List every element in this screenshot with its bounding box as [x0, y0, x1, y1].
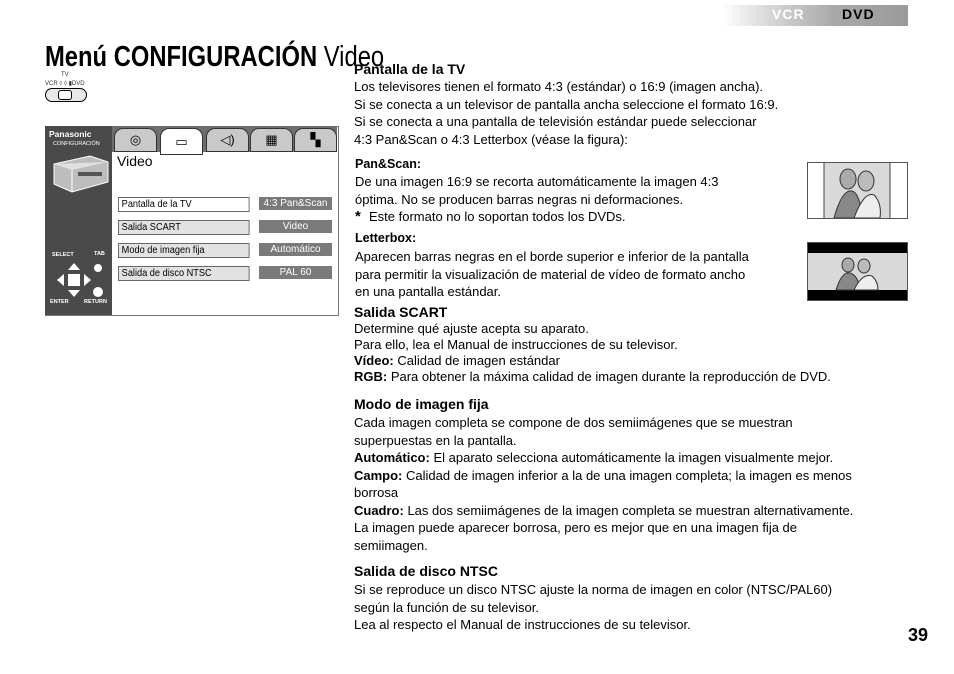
panscan-note: Este formato no lo soportan todos los DVDs. — [369, 209, 626, 224]
mode-vcr-label: VCR — [772, 6, 805, 22]
scart-rgb-line — [354, 368, 831, 386]
paragraph-line: óptima. No se producen barras negras ni deformaciones. — [355, 191, 684, 207]
option-label: Automático: — [354, 450, 430, 465]
scart-video-line — [354, 352, 560, 370]
paragraph-line: borrosa — [354, 485, 399, 500]
paragraph-line: según la función de su televisor. — [354, 599, 540, 615]
paragraph-line: Si se reproduce un disco NTSC ajuste la norma de imagen en color (NTSC/PAL60) — [354, 582, 833, 597]
paragraph-line: en una pantalla estándar. — [355, 284, 502, 299]
switch-tv-label: TV — [61, 72, 69, 78]
tv-icon: ▭ — [175, 133, 188, 149]
tab-display[interactable] — [250, 128, 293, 152]
couple-image-icon — [808, 243, 907, 300]
option-label: Campo: — [354, 467, 403, 483]
option-label: Vídeo: — [354, 353, 394, 368]
paragraph-line: La imagen puede aparecer borrosa, pero es mejor que en una imagen fija de — [354, 520, 798, 535]
disc-icon: ◎ — [129, 132, 142, 147]
switch-knob-icon — [58, 90, 72, 100]
paragraph-line: superpuestas en la pantalla. — [354, 432, 517, 448]
page-number: 39 — [908, 625, 929, 645]
paragraph-line: semiimagen. — [354, 537, 428, 553]
letterbox-example-image — [807, 242, 908, 301]
paragraph-line: De una imagen 16:9 se recorta automáticamente la imagen 4:3 — [355, 174, 719, 189]
tab-return-buttons-icon — [91, 262, 105, 298]
menu-row-label[interactable]: Salida de disco NTSC — [118, 266, 250, 281]
letterbox-heading: Letterbox: — [355, 231, 417, 245]
return-label: RETURN — [84, 299, 107, 305]
paragraph-line: 4:3 Pan&Scan o 4:3 Letterbox (véase la figura): — [354, 131, 628, 147]
couple-image-icon — [808, 163, 907, 218]
paragraph-line: Para ello, lea el Manual de instrucciones de su televisor. — [354, 337, 678, 352]
paragraph-line: Cada imagen completa se compone de dos semiimágenes que se muestran — [354, 415, 793, 430]
page-title-normal: Video — [323, 41, 385, 73]
option-text: Calidad de imagen inferior a la de una imagen completa; la imagen es menos — [402, 467, 852, 483]
tab-video[interactable] — [160, 128, 203, 155]
direction-pad-icon — [56, 262, 92, 298]
panscan-heading: Pan&Scan: — [355, 157, 421, 171]
menu-row-label[interactable]: Pantalla de la TV — [118, 197, 250, 212]
section-heading-scart: Salida SCART — [354, 304, 448, 320]
tab-other[interactable] — [294, 128, 337, 152]
option-text: Calidad de imagen estándar — [393, 353, 560, 368]
paragraph-line: Si se conecta a una pantalla de televisión estándar puede seleccionar — [354, 114, 757, 129]
menu-heading: Video — [117, 153, 153, 169]
flag-icon: ▚ — [310, 132, 321, 147]
paragraph-line: para permitir la visualización de material de vídeo de formato ancho — [355, 266, 746, 282]
option-label: Cuadro: — [354, 502, 404, 518]
paragraph-line: Los televisores tienen el formato 4:3 (estándar) o 16:9 (imagen ancha). — [354, 79, 764, 94]
paragraph-line: Aparecen barras negras en el borde superior e inferior de la pantalla — [355, 249, 749, 264]
paragraph-line: Si se conecta a un televisor de pantalla ancha seleccione el formato 16:9. — [354, 96, 779, 112]
brand-logo: Panasonic — [49, 129, 92, 139]
speaker-icon: ◁) — [220, 132, 235, 147]
option-label: RGB: — [354, 369, 388, 384]
paragraph-line: Determine qué ajuste acepta su aparato. — [354, 321, 589, 336]
page-title — [45, 40, 384, 74]
display-icon: ▦ — [265, 132, 278, 147]
section-heading-fija: Modo de imagen fija — [354, 396, 489, 412]
menu-row-value[interactable]: Automático — [259, 243, 332, 256]
fija-campo-line — [354, 467, 852, 485]
page-title-bold: Menú CONFIGURACIÓN — [45, 41, 318, 73]
option-text: El aparato selecciona automáticamente la imagen visualmente mejor. — [429, 450, 834, 465]
option-text: Para obtener la máxima calidad de imagen durante la reproducción de DVD. — [387, 369, 831, 384]
tab-audio[interactable] — [206, 128, 249, 152]
tab-disc[interactable] — [114, 128, 157, 152]
note-asterisk: * — [355, 207, 361, 225]
brand-subtitle: CONFIGURACIÓN — [53, 141, 100, 147]
section-heading-pantalla: Pantalla de la TV — [354, 61, 466, 77]
option-text: Las dos semiimágenes de la imagen completa se muestran alternativamente. — [403, 502, 854, 518]
menu-row-label[interactable]: Modo de imagen fija — [118, 243, 250, 258]
select-label: SELECT — [52, 252, 74, 258]
enter-label: ENTER — [50, 299, 69, 305]
tab-label: TAB — [94, 251, 105, 257]
panscan-example-image — [807, 162, 908, 219]
paragraph-line: Lea al respecto el Manual de instrucciones de su televisor. — [354, 617, 691, 632]
dvd-player-icon — [50, 152, 110, 200]
fija-cuadro-line — [354, 502, 853, 520]
section-heading-ntsc: Salida de disco NTSC — [354, 563, 498, 579]
switch-row-label: VCR ◊ ◊ ▮DVD — [45, 81, 85, 87]
menu-row-value[interactable]: 4:3 Pan&Scan — [259, 197, 332, 210]
menu-row-value[interactable]: Video — [259, 220, 332, 233]
mode-tab — [722, 5, 908, 26]
menu-row-label[interactable]: Salida SCART — [118, 220, 250, 235]
mode-dvd-label: DVD — [842, 6, 875, 22]
fija-auto-line — [354, 449, 833, 467]
menu-row-value[interactable]: PAL 60 — [259, 266, 332, 279]
